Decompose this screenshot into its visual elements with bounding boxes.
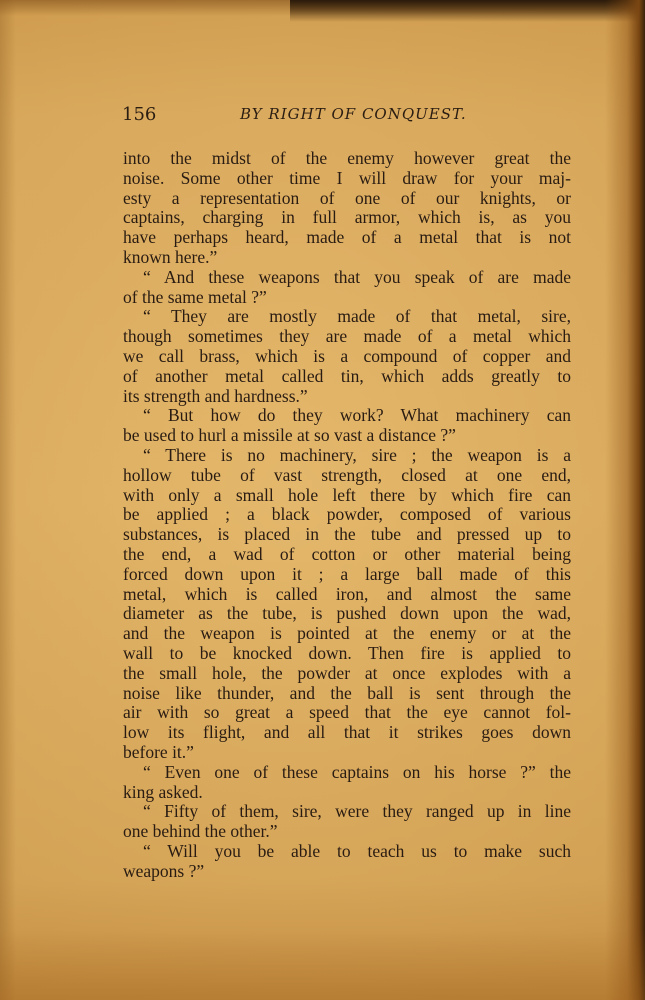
text-line: weapons ?”	[123, 860, 205, 881]
text-line: substances, is placed in the tube and pressed up to	[123, 524, 571, 545]
text-line: its strength and hardness.”	[123, 385, 308, 406]
text-line: though sometimes they are made of a metal which	[123, 326, 571, 347]
page-left-edge	[0, 0, 16, 1000]
text-line: we call brass, which is a compound of copper and	[123, 345, 571, 366]
page-header	[122, 104, 572, 126]
text-line: of the same metal ?”	[123, 286, 267, 307]
text-line: be used to hurl a missile at so vast a distance ?”	[123, 425, 456, 446]
text-line: esty a representation of one of our knights, or	[123, 187, 571, 208]
text-line: forced down upon it ; a large ball made of this	[123, 563, 571, 584]
text-line: known here.”	[123, 246, 218, 267]
text-line: wall to be knocked down. Then fire is applied to	[123, 642, 571, 663]
text-line: and the weapon is pointed at the enemy or at the	[123, 623, 571, 644]
text-line: of another metal called tin, which adds greatly to	[123, 365, 571, 386]
page-right-edge	[605, 0, 645, 1000]
text-line: “ Fifty of them, sire, were they ranged up in line	[143, 801, 571, 822]
text-line: “ Even one of these captains on his horse ?” the	[143, 761, 571, 782]
text-line: diameter as the tube, is pushed down upon the wad,	[123, 603, 571, 624]
page-bottom-edge	[0, 930, 645, 1000]
text-line: air with so great a speed that the eye cannot fol-	[123, 702, 571, 723]
text-line: metal, which is called iron, and almost the same	[123, 583, 571, 604]
text-line: captains, charging in full armor, which is, as you	[123, 207, 571, 228]
text-line: the small hole, the powder at once explodes with a	[123, 662, 571, 683]
page-top-shadow	[290, 0, 645, 22]
body-text	[123, 149, 571, 881]
text-line: “ There is no machinery, sire ; the weapon is a	[143, 444, 571, 465]
text-line: the end, a wad of cotton or other material being	[123, 543, 571, 564]
running-head: BY RIGHT OF CONQUEST.	[240, 105, 467, 123]
text-line: hollow tube of vast strength, closed at one end,	[123, 464, 571, 485]
text-line: with only a small hole left there by which fire can	[123, 484, 571, 505]
text-line: “ And these weapons that you speak of are made	[143, 266, 571, 287]
text-line: have perhaps heard, made of a metal that is not	[123, 227, 571, 248]
text-line: “ They are mostly made of that metal, sire,	[143, 306, 571, 327]
text-line: low its flight, and all that it strikes goes down	[123, 722, 571, 743]
text-line: noise. Some other time I will draw for your maj-	[123, 167, 571, 188]
text-line: “ But how do they work? What machinery can	[143, 405, 571, 426]
text-line: into the midst of the enemy however great the	[123, 148, 571, 168]
text-line: “ Will you be able to teach us to make such	[143, 840, 571, 861]
page-number: 156	[122, 104, 157, 125]
text-line: before it.”	[123, 741, 194, 762]
text-line: noise like thunder, and the ball is sent through the	[123, 682, 571, 703]
text-line: be applied ; a black powder, composed of various	[123, 504, 571, 525]
text-line: king asked.	[123, 781, 203, 802]
text-line: one behind the other.”	[123, 821, 278, 842]
